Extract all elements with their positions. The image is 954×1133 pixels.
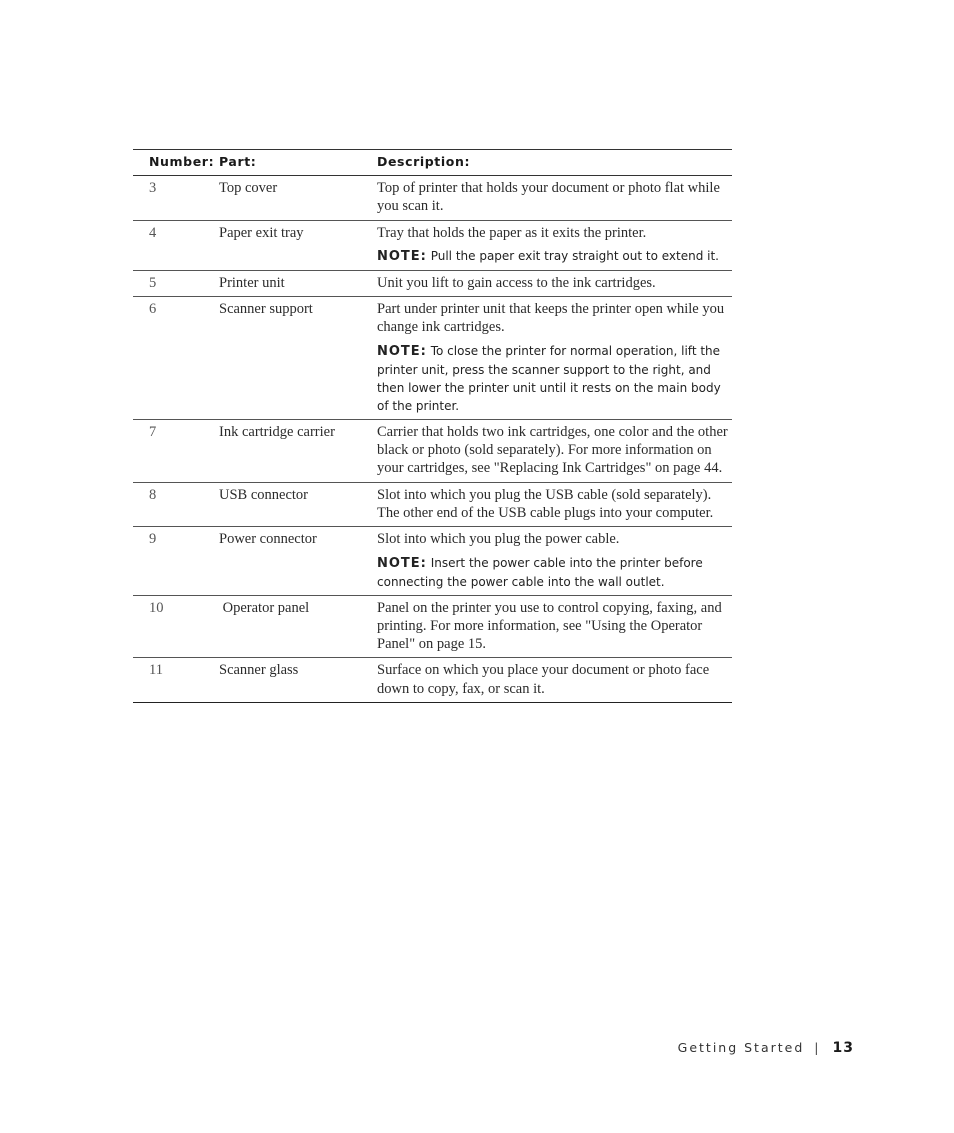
part-description: Top of printer that holds your document or photo flat while you scan it. xyxy=(377,180,720,215)
part-description-cell xyxy=(377,270,732,296)
header-part: Part: xyxy=(219,150,377,176)
part-description: Carrier that holds two ink cartridges, one color and the other black or photo (sold separately). For more information on your cartridges, see "Replacing Ink Cartridges" on page 44. xyxy=(377,423,728,477)
note xyxy=(377,554,728,591)
table-row xyxy=(133,220,732,270)
part-description-cell xyxy=(377,527,732,595)
table-row xyxy=(133,419,732,482)
part-number: 5 xyxy=(133,270,219,296)
table-header-row xyxy=(133,150,732,176)
part-name: Operator panel xyxy=(219,595,377,658)
part-description-cell xyxy=(377,419,732,482)
footer-section-title: Getting Started xyxy=(677,1040,805,1055)
table-row xyxy=(133,527,732,595)
part-name: Scanner support xyxy=(219,297,377,420)
part-description: Slot into which you plug the power cable. xyxy=(377,531,620,548)
part-number: 7 xyxy=(133,419,219,482)
part-name: Scanner glass xyxy=(219,658,377,703)
table-row xyxy=(133,595,732,658)
part-description-cell xyxy=(377,595,732,658)
part-description: Unit you lift to gain access to the ink cartridges. xyxy=(377,274,656,291)
part-description: Slot into which you plug the USB cable (sold separately). The other end of the USB cable plugs into your computer. xyxy=(377,486,714,521)
page-number: 13 xyxy=(832,1040,854,1056)
note-label: NOTE: xyxy=(377,555,427,571)
table-row xyxy=(133,297,732,420)
note-text: Insert the power cable into the printer before connecting the power cable into the wall outlet. xyxy=(377,555,703,589)
part-description-cell xyxy=(377,297,732,420)
part-number: 9 xyxy=(133,527,219,595)
part-name: Power connector xyxy=(219,527,377,595)
note xyxy=(377,342,728,415)
note-text: Pull the paper exit tray straight out to extend it. xyxy=(430,248,719,263)
part-description-cell xyxy=(377,220,732,270)
part-description: Panel on the printer you use to control copying, faxing, and printing. For more information, see "Using the Operator Panel" on page 15. xyxy=(377,599,722,653)
part-description-cell xyxy=(377,176,732,221)
part-description-cell xyxy=(377,482,732,527)
part-number: 11 xyxy=(133,658,219,703)
part-name: Top cover xyxy=(219,176,377,221)
part-description: Tray that holds the paper as it exits the printer. xyxy=(377,224,647,241)
note xyxy=(377,247,728,266)
header-description: Description: xyxy=(377,150,732,176)
part-name: USB connector xyxy=(219,482,377,527)
note-label: NOTE: xyxy=(377,343,427,359)
part-number: 3 xyxy=(133,176,219,221)
footer-separator: | xyxy=(814,1040,819,1055)
page-footer xyxy=(678,1040,854,1056)
note-label: NOTE: xyxy=(377,248,427,264)
part-description-cell xyxy=(377,658,732,703)
table-row xyxy=(133,482,732,527)
part-name: Paper exit tray xyxy=(219,220,377,270)
part-number: 6 xyxy=(133,297,219,420)
part-number: 8 xyxy=(133,482,219,527)
note-text: To close the printer for normal operation, lift the printer unit, press the scanner support to the right, and then lower the printer unit until it rests on the main body of the printer. xyxy=(377,343,721,413)
table-row xyxy=(133,176,732,221)
part-description: Part under printer unit that keeps the printer open while you change ink cartridges. xyxy=(377,301,725,336)
part-description: Surface on which you place your document or photo face down to copy, fax, or scan it. xyxy=(377,662,710,697)
header-number: Number: xyxy=(133,150,219,176)
part-name: Printer unit xyxy=(219,270,377,296)
part-number: 10 xyxy=(133,595,219,658)
part-number: 4 xyxy=(133,220,219,270)
table-body xyxy=(133,176,732,703)
table-row xyxy=(133,270,732,296)
parts-table xyxy=(133,149,732,703)
table-row xyxy=(133,658,732,703)
part-name: Ink cartridge carrier xyxy=(219,419,377,482)
